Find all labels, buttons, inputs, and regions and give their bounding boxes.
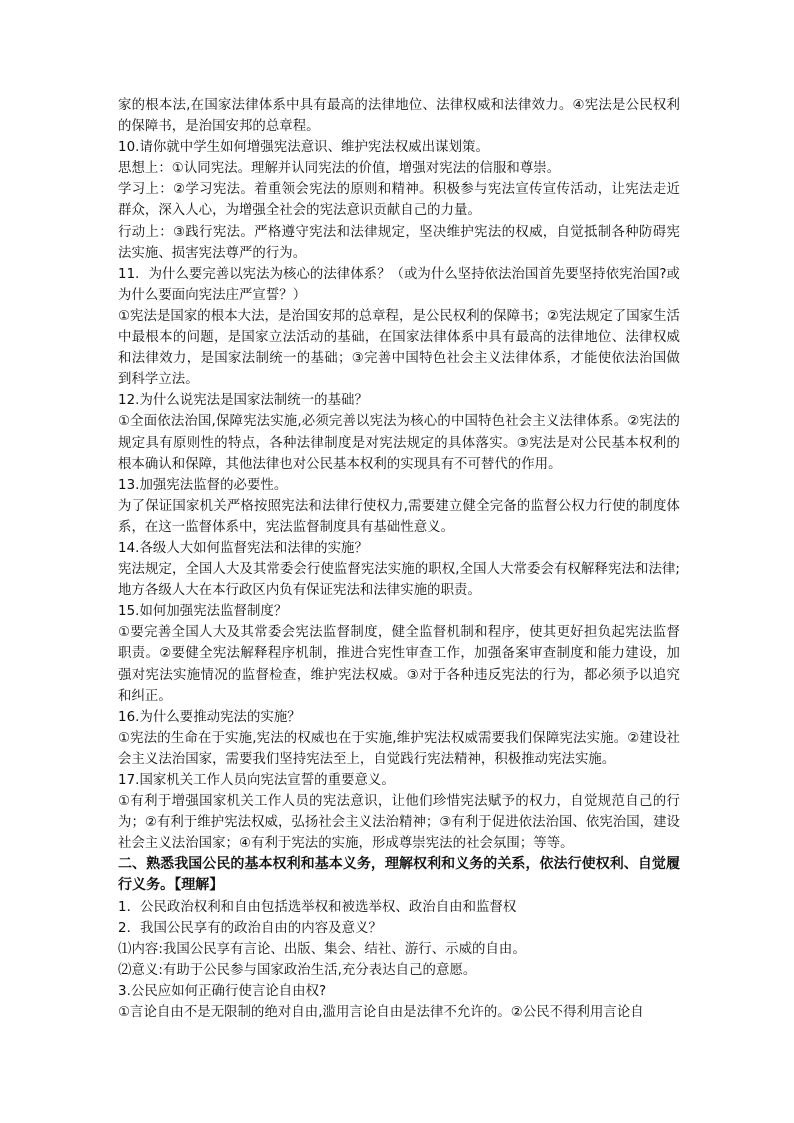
- answer-14: 宪法规定，全国人大及其常委会行使监督宪法实施的职权,全国人大常委会有权解释宪法和法律;地方各级人大在本行政区内负有保证宪法和法律实施的职责。: [118, 562, 680, 599]
- item-2-content: ⑴内容:我国公民享有言论、出版、集会、结社、游行、示威的自由。: [118, 941, 526, 957]
- answer-13: 为了保证国家机关严格按照宪法和法律行使权力,需要建立健全完备的监督公权力行使的制度体系，在这一监督体系中，宪法监督制度具有基础性意义。: [118, 498, 680, 535]
- answer-16: ①宪法的生命在于实施,宪法的权威也在于实施,维护宪法权威需要我们保障宪法实施。②建设社会主义法治国家，需要我们坚持宪法至上，自觉践行宪法精神，积极推动宪法实施。: [118, 730, 680, 767]
- answer-10-action: 行动上：③践行宪法。严格遵守宪法和法律规定，坚决维护宪法的权威，自觉抵制各种防碍宪法实施、损害宪法尊严的行为。: [118, 224, 680, 261]
- paragraph-continuation: 家的根本法,在国家法律体系中具有最高的法律地位、法律权威和法律效力。④宪法是公民权利的保障书，是治国安邦的总章程。: [118, 98, 680, 135]
- section-heading-2: 二、熟悉我国公民的基本权利和基本义务，理解权利和义务的关系，依法行使权利、自觉履行义务。【理解】: [118, 856, 680, 894]
- answer-15: ①要完善全国人大及其常委会宪法监督制度，健全监督机制和程序，使其更好担负起宪法监督职责。②要健全宪法解释程序机制，推进合宪性审查工作，加强备案审查制度和能力建设，加强对宪法实施情况的监督检查，维护宪法权威。③对于各种违反宪法的行为，都必须予以追究和纠正。: [118, 625, 680, 704]
- question-17: 17.国家机关工作人员向宪法宣誓的重要意义。: [118, 773, 395, 788]
- question-15: 15.如何加强宪法监督制度？: [118, 604, 288, 620]
- item-3-answer: ①言论自由不是无限制的绝对自由,滥用言论自由是法律不允许的。②公民不得利用言论自: [118, 1005, 644, 1021]
- question-10: 10.请你就中学生如何增强宪法意识、维护宪法权威出谋划策。: [118, 140, 489, 156]
- answer-12: ①全面依法治国,保障宪法实施,必须完善以宪法为核心的中国特色社会主义法律体系。②宪法的规定具有原则性的特点，各种法律制度是对宪法规定的具体落实。③宪法是对公民基本权利的根本确认和保障，其他法律也对公民基本权利的实现具有不可替代的作用。: [118, 414, 680, 472]
- answer-11: ①宪法是国家的根本大法，是治国安邦的总章程，是公民权利的保障书；②宪法规定了国家生活中最根本的问题，是国家立法活动的基础，在国家法律体系中具有最高的法律地位、法律权威和法律效力，是国家法制统一的基础；③完善中国特色社会主义法律体系，才能使依法治国做到科学立法。: [118, 308, 680, 388]
- answer-10-thought: 思想上：①认同宪法。理解并认同宪法的价值，增强对宪法的信服和尊崇。: [118, 161, 561, 177]
- answer-17: ①有利于增强国家机关工作人员的宪法意识，让他们珍惜宪法赋予的权力，自觉规范自己的行为；②有利于维护宪法权威，弘扬社会主义法治精神；③有利于促进依法治国、依宪治国，建设社会主义法治国家；④有利于宪法的实施，形成尊崇宪法的社会氛围；等等。: [118, 794, 680, 852]
- item-2: 2．我国公民享有的政治自由的内容及意义？: [118, 920, 382, 936]
- question-12: 12.为什么说宪法是国家法制统一的基础？: [118, 393, 368, 409]
- item-2-significance: ⑵意义:有助于公民参与国家政治生活,充分表达自己的意愿。: [118, 962, 477, 978]
- item-1: 1．公民政治权利和自由包括选举权和被选举权、政治自由和监督权: [118, 899, 517, 915]
- question-13: 13.加强宪法监督的必要性。: [118, 477, 288, 493]
- item-3: 3.公民应如何正确行使言论自由权?: [118, 983, 327, 999]
- question-16: 16.为什么要推动宪法的实施？: [118, 709, 301, 725]
- answer-10-study: 学习上：②学习宪法。着重领会宪法的原则和精神。积极参与宪法宣传宣传活动，让宪法走近群众，深入人心，为增强全社会的宪法意识贡献自己的力量。: [118, 182, 680, 219]
- question-11: 11．为什么要完善以宪法为核心的法律体系？（或为什么坚持依法治国首先要坚持依宪治国?或为什么要面向宪法庄严宣誓？）: [118, 266, 680, 303]
- question-14: 14.各级人大如何监督宪法和法律的实施？: [118, 540, 368, 556]
- document-page: [118, 95, 680, 1023]
